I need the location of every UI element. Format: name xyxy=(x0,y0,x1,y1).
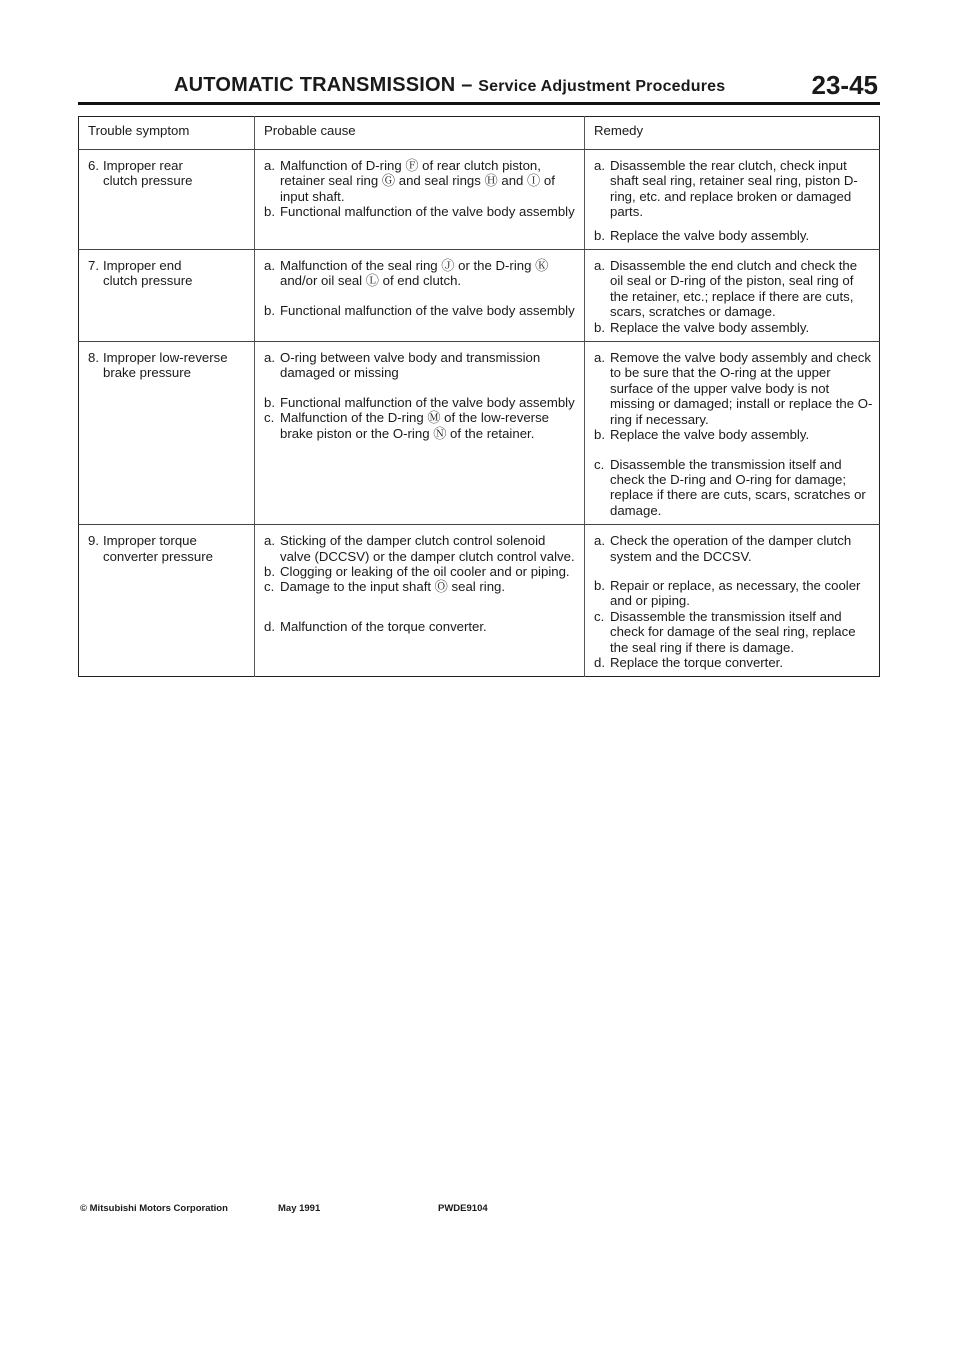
column-header-remedy: Remedy xyxy=(585,117,880,150)
item-text: Malfunction of the torque converter. xyxy=(280,618,487,634)
page-number: 23-45 xyxy=(811,70,878,100)
symptom-cell xyxy=(79,150,255,250)
cause-cell xyxy=(255,525,585,677)
symptom-number: 8. xyxy=(88,350,99,366)
remedy-item xyxy=(594,228,879,243)
item-text: Malfunction of D-ring Ⓕ of rear clutch piston, retainer seal ring Ⓖ and seal rings Ⓗ and Ⓘ of input shaft. xyxy=(280,158,555,204)
item-text: Disassemble the transmission itself and check for damage of the seal ring, replace the seal ring if there is damage. xyxy=(610,608,856,655)
remedy-cell xyxy=(585,150,880,250)
title-subtitle: Service Adjustment Procedures xyxy=(478,78,726,95)
item-letter: a. xyxy=(594,533,605,549)
item-text: Malfunction of the seal ring Ⓙ or the D-ring Ⓚ and/or oil seal Ⓛ of end clutch. xyxy=(280,258,549,289)
item-letter: b. xyxy=(594,427,605,443)
footer-copyright: © Mitsubishi Motors Corporation xyxy=(80,1203,228,1214)
table-row xyxy=(79,150,880,250)
item-text: Functional malfunction of the valve body assembly xyxy=(280,394,575,410)
item-text: Check the operation of the damper clutch system and the DCCSV. xyxy=(610,533,852,564)
item-text: Functional malfunction of the valve body assembly xyxy=(280,302,575,318)
remedy-item xyxy=(594,609,879,655)
item-text: Replace the valve body assembly. xyxy=(610,319,810,335)
symptom-cell xyxy=(79,525,255,677)
cause-item xyxy=(264,564,584,579)
table-row xyxy=(79,525,880,677)
remedy-item xyxy=(594,158,879,220)
item-letter: d. xyxy=(594,654,605,670)
cause-cell xyxy=(255,250,585,342)
item-letter: b. xyxy=(594,577,605,593)
symptom-number: 9. xyxy=(88,533,99,549)
item-letter: d. xyxy=(264,618,275,634)
footer-date: May 1991 xyxy=(278,1203,321,1214)
cause-item xyxy=(264,204,584,219)
remedy-cell xyxy=(585,342,880,525)
table-row xyxy=(79,250,880,342)
symptom-text: Improper rear clutch pressure xyxy=(103,158,193,189)
cause-item xyxy=(264,619,584,634)
item-letter: b. xyxy=(594,319,605,335)
cause-item xyxy=(264,533,584,564)
cause-item xyxy=(264,258,584,289)
symptom-text: Improper torque converter pressure xyxy=(103,533,213,564)
item-text: O-ring between valve body and transmission damaged or missing xyxy=(280,350,541,381)
item-letter: b. xyxy=(264,204,275,220)
page-header xyxy=(78,72,880,105)
remedy-item xyxy=(594,457,879,519)
item-text: Damage to the input shaft Ⓞ seal ring. xyxy=(280,579,506,595)
symptom-text: Improper end clutch pressure xyxy=(103,258,193,289)
symptom-cell xyxy=(79,250,255,342)
item-text: Replace the valve body assembly. xyxy=(610,227,810,243)
remedy-item xyxy=(594,427,879,442)
remedy-item xyxy=(594,320,879,335)
symptom-cell xyxy=(79,342,255,525)
cause-item xyxy=(264,579,584,594)
item-text: Replace the torque converter. xyxy=(610,654,784,670)
item-letter: b. xyxy=(264,394,275,410)
remedy-cell xyxy=(585,525,880,677)
item-text: Repair or replace, as necessary, the cooler and or piping. xyxy=(610,577,861,609)
item-text: Disassemble the transmission itself and check the D-ring and O-ring for damage; replace if there are cuts, scars, scratches or damage. xyxy=(610,456,866,518)
item-letter: b. xyxy=(264,563,275,579)
item-text: Functional malfunction of the valve body assembly xyxy=(280,204,575,220)
column-header-symptom: Trouble symptom xyxy=(79,117,255,150)
item-text: Disassemble the end clutch and check the oil seal or D-ring of the piston, seal ring of the retainer, etc.; replace if there are cuts, scars, scratches or damage. xyxy=(610,258,858,320)
remedy-cell xyxy=(585,250,880,342)
troubleshooting-table xyxy=(78,116,880,677)
item-letter: a. xyxy=(264,158,275,173)
footer-code: PWDE9104 xyxy=(438,1203,488,1214)
remedy-item xyxy=(594,258,879,320)
symptom-number: 6. xyxy=(88,158,99,173)
symptom-text: Improper low-reverse brake pressure xyxy=(103,350,228,381)
item-text: Sticking of the damper clutch control solenoid valve (DCCSV) or the damper clutch control valve. xyxy=(280,533,575,564)
cause-item xyxy=(264,410,584,441)
remedy-item xyxy=(594,350,879,427)
item-text: Malfunction of the D-ring Ⓜ of the low-reverse brake piston or the O-ring Ⓝ of the retainer. xyxy=(280,410,549,441)
cause-item xyxy=(264,350,584,381)
item-letter: c. xyxy=(264,579,275,595)
item-letter: b. xyxy=(594,227,605,243)
remedy-item xyxy=(594,533,879,564)
item-text: Remove the valve body assembly and check to be sure that the O-ring at the upper surface of the upper valve body is not missing or damaged; install or replace the O-ring if necessary. xyxy=(610,350,873,427)
table-row xyxy=(79,342,880,525)
symptom-number: 7. xyxy=(88,258,99,274)
item-text: Clogging or leaking of the oil cooler and or piping. xyxy=(280,563,570,579)
cause-cell xyxy=(255,150,585,250)
item-letter: a. xyxy=(264,533,275,549)
item-letter: a. xyxy=(264,350,275,366)
title-main: AUTOMATIC TRANSMISSION – xyxy=(174,74,479,96)
cause-item xyxy=(264,158,584,204)
item-letter: c. xyxy=(594,608,605,624)
table-header-row xyxy=(79,117,880,150)
item-letter: a. xyxy=(594,258,605,274)
item-text: Disassemble the rear clutch, check input shaft seal ring, retainer seal ring, piston D-ring, etc. and replace broken or damaged parts. xyxy=(610,158,858,220)
cause-cell xyxy=(255,342,585,525)
remedy-item xyxy=(594,655,879,670)
cause-item xyxy=(264,303,584,318)
item-letter: c. xyxy=(594,456,605,472)
remedy-item xyxy=(594,578,879,609)
item-letter: a. xyxy=(594,158,605,173)
cause-item xyxy=(264,395,584,410)
page-title xyxy=(174,74,725,97)
column-header-cause: Probable cause xyxy=(255,117,585,150)
item-letter: a. xyxy=(594,350,605,366)
item-letter: a. xyxy=(264,258,275,274)
item-text: Replace the valve body assembly. xyxy=(610,427,810,443)
item-letter: b. xyxy=(264,302,275,318)
item-letter: c. xyxy=(264,410,275,426)
